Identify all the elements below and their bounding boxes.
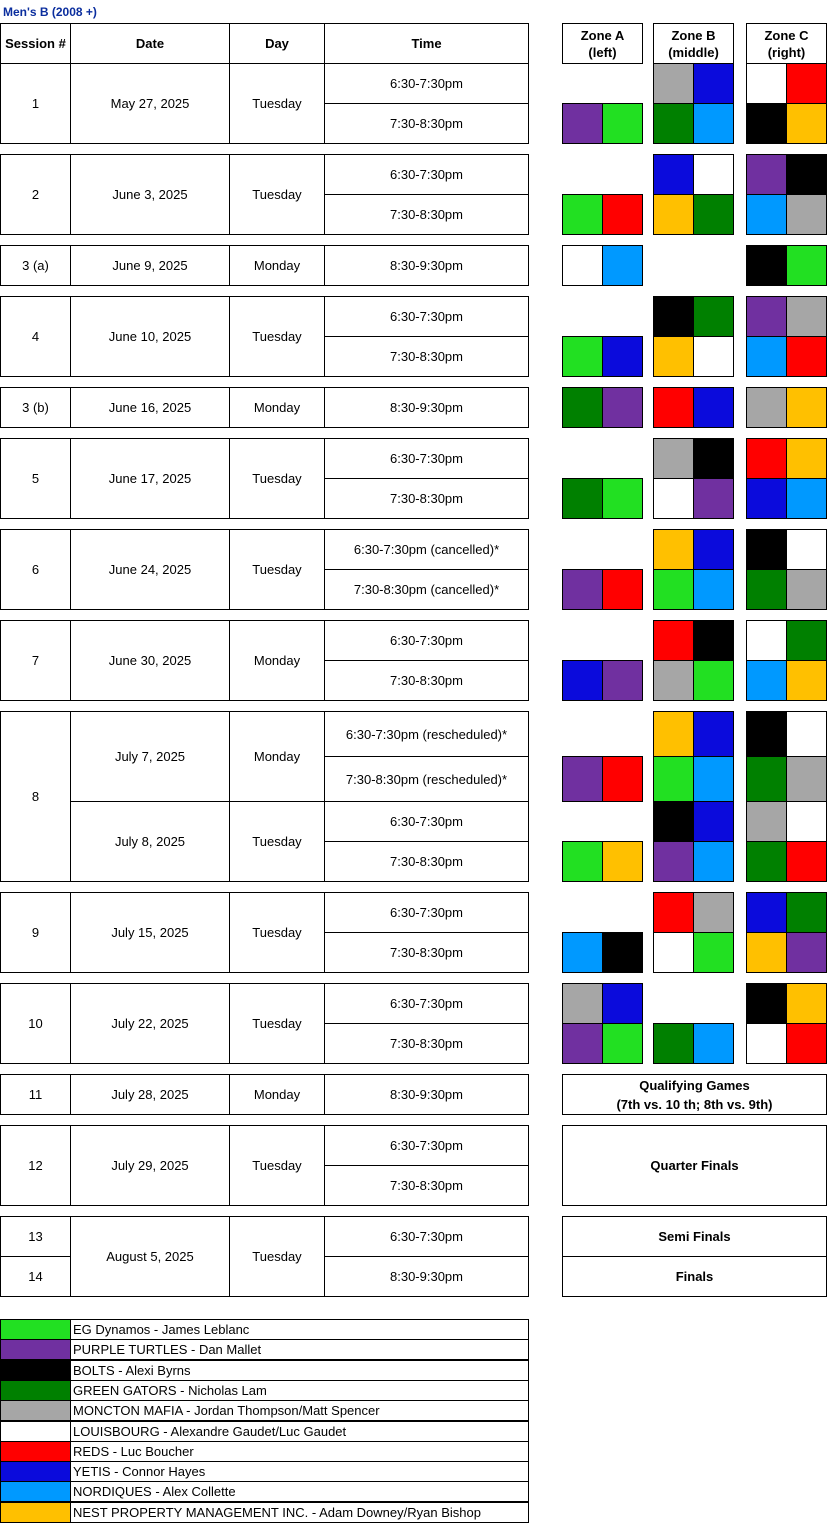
session-number: 10 xyxy=(0,983,71,1064)
team-color-swatch xyxy=(746,660,787,701)
team-color-swatch xyxy=(693,932,734,973)
session-time: 6:30-7:30pm xyxy=(324,63,529,104)
session-time: 7:30-8:30pm xyxy=(324,194,529,235)
team-color-swatch xyxy=(693,756,734,802)
session-number: 13 xyxy=(0,1216,71,1257)
session-day: Tuesday xyxy=(229,529,325,610)
session-time: 7:30-8:30pm xyxy=(324,1023,529,1064)
team-color-swatch xyxy=(653,1023,694,1064)
legend-swatch xyxy=(0,1481,71,1502)
team-color-swatch xyxy=(746,194,787,235)
session-number: 6 xyxy=(0,529,71,610)
playoff-label: Quarter Finals xyxy=(562,1125,827,1206)
team-color-swatch xyxy=(746,801,787,842)
session-time: 8:30-9:30pm xyxy=(324,1074,529,1115)
session-date: June 3, 2025 xyxy=(70,154,230,235)
team-color-swatch xyxy=(746,892,787,933)
team-color-swatch xyxy=(602,194,643,235)
team-color-swatch xyxy=(746,711,787,757)
team-color-swatch xyxy=(746,387,787,428)
session-time: 7:30-8:30pm xyxy=(324,932,529,973)
team-color-swatch xyxy=(562,194,603,235)
team-color-swatch xyxy=(746,336,787,377)
header-session: Session # xyxy=(0,23,71,64)
team-color-swatch xyxy=(786,756,827,802)
team-color-swatch xyxy=(653,478,694,519)
session-time: 6:30-7:30pm xyxy=(324,892,529,933)
session-number: 4 xyxy=(0,296,71,377)
team-color-swatch xyxy=(562,660,603,701)
zone-c-header: Zone C (right) xyxy=(746,23,827,64)
team-color-swatch xyxy=(562,103,603,144)
team-color-swatch xyxy=(786,103,827,144)
team-color-swatch xyxy=(602,756,643,802)
team-color-swatch xyxy=(653,932,694,973)
team-color-swatch xyxy=(693,63,734,104)
team-color-swatch xyxy=(653,620,694,661)
session-time: 7:30-8:30pm xyxy=(324,336,529,377)
team-color-swatch xyxy=(693,296,734,337)
team-color-swatch xyxy=(746,154,787,195)
team-color-swatch xyxy=(653,63,694,104)
session-date: July 15, 2025 xyxy=(70,892,230,973)
team-color-swatch xyxy=(786,569,827,610)
session-time: 7:30-8:30pm xyxy=(324,1165,529,1206)
team-color-swatch xyxy=(693,103,734,144)
team-color-swatch xyxy=(693,154,734,195)
session-date: June 17, 2025 xyxy=(70,438,230,519)
team-color-swatch xyxy=(786,245,827,286)
team-color-swatch xyxy=(786,801,827,842)
session-day: Tuesday xyxy=(229,438,325,519)
team-color-swatch xyxy=(786,387,827,428)
team-color-swatch xyxy=(653,660,694,701)
playoff-label: Finals xyxy=(562,1256,827,1297)
session-number: 9 xyxy=(0,892,71,973)
team-color-swatch xyxy=(786,892,827,933)
session-day: Tuesday xyxy=(229,983,325,1064)
legend-swatch xyxy=(0,1502,71,1523)
session-time: 8:30-9:30pm xyxy=(324,387,529,428)
team-color-swatch xyxy=(602,387,643,428)
legend-team-label: NEST PROPERTY MANAGEMENT INC. - Adam Downey/Ryan Bishop xyxy=(70,1502,529,1523)
legend-swatch xyxy=(0,1319,71,1340)
session-date: July 7, 2025 xyxy=(70,711,230,802)
team-color-swatch xyxy=(653,438,694,479)
team-color-swatch xyxy=(693,336,734,377)
team-color-swatch xyxy=(693,569,734,610)
playoff-label: Semi Finals xyxy=(562,1216,827,1257)
team-color-swatch xyxy=(653,892,694,933)
page-title: Men's B (2008 +) xyxy=(3,5,97,19)
team-color-swatch xyxy=(746,620,787,661)
team-color-swatch xyxy=(786,63,827,104)
legend-team-label: GREEN GATORS - Nicholas Lam xyxy=(70,1380,529,1401)
session-time: 7:30-8:30pm xyxy=(324,660,529,701)
session-time: 7:30-8:30pm (cancelled)* xyxy=(324,569,529,610)
session-date: July 22, 2025 xyxy=(70,983,230,1064)
legend-team-label: PURPLE TURTLES - Dan Mallet xyxy=(70,1339,529,1360)
session-number: 5 xyxy=(0,438,71,519)
team-color-swatch xyxy=(786,1023,827,1064)
team-color-swatch xyxy=(562,932,603,973)
team-color-swatch xyxy=(746,478,787,519)
team-color-swatch xyxy=(693,620,734,661)
session-date: May 27, 2025 xyxy=(70,63,230,144)
legend-team-label: MONCTON MAFIA - Jordan Thompson/Matt Spencer xyxy=(70,1400,529,1421)
team-color-swatch xyxy=(562,478,603,519)
session-day: Monday xyxy=(229,387,325,428)
session-time: 6:30-7:30pm xyxy=(324,983,529,1024)
team-color-swatch xyxy=(653,103,694,144)
team-color-swatch xyxy=(786,529,827,570)
team-color-swatch xyxy=(786,336,827,377)
team-color-swatch xyxy=(746,983,787,1024)
team-color-swatch xyxy=(653,154,694,195)
team-color-swatch xyxy=(693,801,734,842)
header-day: Day xyxy=(229,23,325,64)
team-color-swatch xyxy=(562,1023,603,1064)
team-color-swatch xyxy=(602,336,643,377)
legend-swatch xyxy=(0,1441,71,1462)
session-number: 11 xyxy=(0,1074,71,1115)
team-color-swatch xyxy=(693,478,734,519)
session-time: 7:30-8:30pm xyxy=(324,478,529,519)
session-date: June 16, 2025 xyxy=(70,387,230,428)
legend-team-label: REDS - Luc Boucher xyxy=(70,1441,529,1462)
team-color-swatch xyxy=(653,387,694,428)
team-color-swatch xyxy=(602,660,643,701)
team-color-swatch xyxy=(693,194,734,235)
session-date: June 24, 2025 xyxy=(70,529,230,610)
team-color-swatch xyxy=(653,194,694,235)
team-color-swatch xyxy=(602,841,643,882)
session-date: June 9, 2025 xyxy=(70,245,230,286)
team-color-swatch xyxy=(653,801,694,842)
team-color-swatch xyxy=(786,478,827,519)
legend-swatch xyxy=(0,1421,71,1442)
session-time: 6:30-7:30pm (rescheduled)* xyxy=(324,711,529,757)
team-color-swatch xyxy=(746,529,787,570)
session-time: 6:30-7:30pm xyxy=(324,1125,529,1166)
team-color-swatch xyxy=(562,841,603,882)
team-color-swatch xyxy=(653,711,694,757)
session-time: 6:30-7:30pm xyxy=(324,620,529,661)
legend-team-label: LOUISBOURG - Alexandre Gaudet/Luc Gaudet xyxy=(70,1421,529,1442)
session-time: 6:30-7:30pm xyxy=(324,1216,529,1257)
team-color-swatch xyxy=(786,438,827,479)
team-color-swatch xyxy=(746,245,787,286)
team-color-swatch xyxy=(693,438,734,479)
team-color-swatch xyxy=(786,660,827,701)
session-number: 14 xyxy=(0,1256,71,1297)
team-color-swatch xyxy=(786,983,827,1024)
team-color-swatch xyxy=(562,336,603,377)
zone-a-header: Zone A (left) xyxy=(562,23,643,64)
zone-b-header: Zone B (middle) xyxy=(653,23,734,64)
legend-swatch xyxy=(0,1400,71,1421)
legend-swatch xyxy=(0,1360,71,1381)
session-time: 7:30-8:30pm (rescheduled)* xyxy=(324,756,529,802)
legend-swatch xyxy=(0,1380,71,1401)
legend-team-label: EG Dynamos - James Leblanc xyxy=(70,1319,529,1340)
team-color-swatch xyxy=(653,336,694,377)
team-color-swatch xyxy=(602,245,643,286)
team-color-swatch xyxy=(746,63,787,104)
team-color-swatch xyxy=(693,711,734,757)
team-color-swatch xyxy=(653,841,694,882)
session-number: 12 xyxy=(0,1125,71,1206)
team-color-swatch xyxy=(562,756,603,802)
session-day: Tuesday xyxy=(229,154,325,235)
team-color-swatch xyxy=(746,756,787,802)
team-color-swatch xyxy=(562,569,603,610)
session-time: 6:30-7:30pm xyxy=(324,438,529,479)
session-number: 8 xyxy=(0,711,71,882)
session-number: 2 xyxy=(0,154,71,235)
session-day: Monday xyxy=(229,620,325,701)
session-time: 6:30-7:30pm xyxy=(324,801,529,842)
team-color-swatch xyxy=(693,1023,734,1064)
team-color-swatch xyxy=(562,245,603,286)
playoff-label: Qualifying Games (7th vs. 10 th; 8th vs. 9th) xyxy=(562,1074,827,1115)
team-color-swatch xyxy=(693,387,734,428)
team-color-swatch xyxy=(746,103,787,144)
session-day: Monday xyxy=(229,245,325,286)
team-color-swatch xyxy=(693,841,734,882)
session-time: 7:30-8:30pm xyxy=(324,841,529,882)
team-color-swatch xyxy=(746,1023,787,1064)
session-number: 3 (b) xyxy=(0,387,71,428)
team-color-swatch xyxy=(746,438,787,479)
team-color-swatch xyxy=(693,529,734,570)
session-day: Tuesday xyxy=(229,801,325,882)
session-day: Tuesday xyxy=(229,296,325,377)
session-number: 7 xyxy=(0,620,71,701)
team-color-swatch xyxy=(562,983,603,1024)
team-color-swatch xyxy=(693,892,734,933)
team-color-swatch xyxy=(786,154,827,195)
session-day: Tuesday xyxy=(229,63,325,144)
legend-swatch xyxy=(0,1461,71,1482)
team-color-swatch xyxy=(653,756,694,802)
session-time: 8:30-9:30pm xyxy=(324,1256,529,1297)
team-color-swatch xyxy=(653,296,694,337)
team-color-swatch xyxy=(786,711,827,757)
session-time: 8:30-9:30pm xyxy=(324,245,529,286)
session-date: June 10, 2025 xyxy=(70,296,230,377)
team-color-swatch xyxy=(746,841,787,882)
team-color-swatch xyxy=(786,932,827,973)
session-time: 6:30-7:30pm (cancelled)* xyxy=(324,529,529,570)
team-color-swatch xyxy=(602,569,643,610)
session-date: July 29, 2025 xyxy=(70,1125,230,1206)
session-day: Monday xyxy=(229,711,325,802)
session-date: August 5, 2025 xyxy=(70,1216,230,1297)
team-color-swatch xyxy=(602,983,643,1024)
team-color-swatch xyxy=(602,478,643,519)
header-date: Date xyxy=(70,23,230,64)
legend-swatch xyxy=(0,1339,71,1360)
team-color-swatch xyxy=(693,660,734,701)
session-day: Tuesday xyxy=(229,1216,325,1297)
team-color-swatch xyxy=(653,569,694,610)
session-date: July 8, 2025 xyxy=(70,801,230,882)
session-day: Tuesday xyxy=(229,1125,325,1206)
session-number: 1 xyxy=(0,63,71,144)
session-number: 3 (a) xyxy=(0,245,71,286)
session-date: June 30, 2025 xyxy=(70,620,230,701)
team-color-swatch xyxy=(746,569,787,610)
team-color-swatch xyxy=(602,103,643,144)
team-color-swatch xyxy=(602,1023,643,1064)
team-color-swatch xyxy=(786,841,827,882)
header-time: Time xyxy=(324,23,529,64)
session-time: 7:30-8:30pm xyxy=(324,103,529,144)
team-color-swatch xyxy=(786,296,827,337)
legend-team-label: BOLTS - Alexi Byrns xyxy=(70,1360,529,1381)
team-color-swatch xyxy=(746,296,787,337)
session-time: 6:30-7:30pm xyxy=(324,154,529,195)
session-date: July 28, 2025 xyxy=(70,1074,230,1115)
legend-team-label: YETIS - Connor Hayes xyxy=(70,1461,529,1482)
team-color-swatch xyxy=(562,387,603,428)
team-color-swatch xyxy=(653,529,694,570)
session-day: Tuesday xyxy=(229,892,325,973)
team-color-swatch xyxy=(602,932,643,973)
team-color-swatch xyxy=(746,932,787,973)
team-color-swatch xyxy=(786,620,827,661)
team-color-swatch xyxy=(786,194,827,235)
session-time: 6:30-7:30pm xyxy=(324,296,529,337)
session-day: Monday xyxy=(229,1074,325,1115)
legend-team-label: NORDIQUES - Alex Collette xyxy=(70,1481,529,1502)
